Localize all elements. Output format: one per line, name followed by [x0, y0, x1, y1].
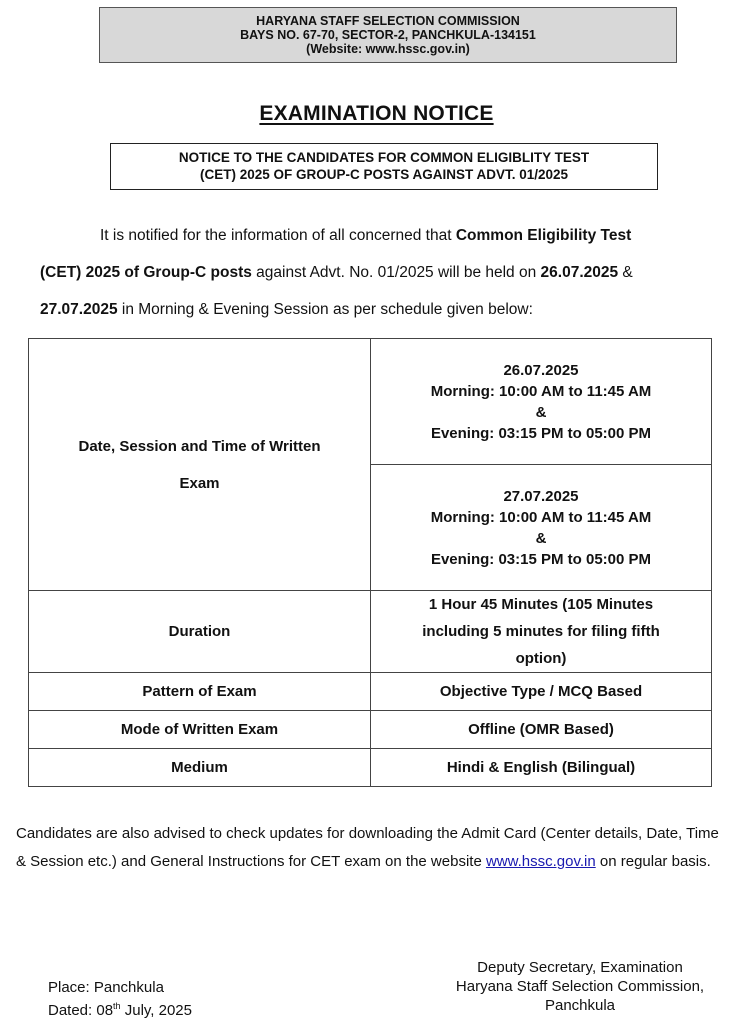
notice-subject-line-1: NOTICE TO THE CANDIDATES FOR COMMON ELIGIBLITY TEST: [178, 150, 590, 165]
commission-header: [99, 7, 677, 63]
intro-line-1: [100, 227, 730, 245]
duration-value-2: including 5 minutes for filing fifth: [422, 623, 660, 640]
commission-address: BAYS NO. 67-70, SECTOR-2, PANCHKULA-134151: [240, 28, 536, 42]
duration-value-1: 1 Hour 45 Minutes (105 Minutes: [428, 596, 654, 613]
notice-subject-box: [110, 143, 658, 190]
exam-schedule-table: [28, 338, 712, 787]
medium-value: Hindi & English (Bilingual): [371, 749, 712, 787]
intro-line-3: [40, 301, 680, 319]
medium-label: Medium: [29, 749, 371, 787]
intro-bold-text: (CET) 2025 of Group-C posts: [40, 264, 252, 281]
duration-value-cell: [371, 591, 712, 673]
day1-cell: [371, 339, 712, 465]
table-row: [29, 591, 712, 673]
signatory-organisation: Haryana Staff Selection Commission,: [455, 978, 705, 995]
table-row: [29, 673, 712, 711]
intro-line-2: [40, 264, 680, 282]
commission-name: HARYANA STAFF SELECTION COMMISSION: [256, 14, 520, 28]
place-text: Place: Panchkula: [48, 979, 164, 996]
date-session-label-cell: [29, 339, 371, 591]
dated-day: Dated: 08: [48, 1002, 114, 1019]
table-row: [29, 749, 712, 787]
day1-amp: &: [535, 403, 547, 421]
advisory-paragraph: [16, 820, 728, 875]
intro-date-1: 26.07.2025: [540, 264, 619, 281]
day2-date: 27.07.2025: [503, 487, 579, 505]
hssc-website-link[interactable]: www.hssc.gov.in: [485, 852, 596, 870]
signatory-location: Panchkula: [544, 997, 616, 1014]
intro-text: in Morning & Evening Session as per schedule given below:: [117, 301, 533, 318]
commission-website: (Website: www.hssc.gov.in): [306, 42, 470, 56]
day1-morning: Morning: 10:00 AM to 11:45 AM: [430, 382, 652, 400]
table-row: [29, 339, 712, 465]
mode-label: Mode of Written Exam: [29, 711, 371, 749]
signature-block: [440, 958, 720, 1015]
intro-date-2: 27.07.2025: [40, 301, 118, 318]
page-title: EXAMINATION NOTICE: [259, 102, 494, 125]
day1-date: 26.07.2025: [503, 361, 579, 379]
advisory-text: Candidates are also advised to check updates for downloading the Admit Card (Center details, Date, Time & Session etc.) and General Instructions for CET exam on the website: [16, 825, 719, 870]
mode-value: Offline (OMR Based): [371, 711, 712, 749]
table-row: [29, 711, 712, 749]
duration-label: Duration: [29, 591, 371, 673]
notice-subject-line-2: (CET) 2025 OF GROUP-C POSTS AGAINST ADVT. 01/2025: [199, 167, 569, 182]
duration-value-3: option): [515, 650, 567, 667]
date-session-label: Date, Session and Time of Written: [78, 437, 321, 455]
day2-cell: [371, 465, 712, 591]
dated-suffix: th: [113, 1001, 121, 1011]
intro-bold-text: Common Eligibility Test: [455, 227, 632, 244]
intro-text: &: [618, 264, 633, 281]
intro-text: against Advt. No. 01/2025 will be held on: [251, 264, 541, 281]
pattern-label: Pattern of Exam: [29, 673, 371, 711]
date-session-label-cont: Exam: [179, 474, 220, 492]
day1-evening: Evening: 03:15 PM to 05:00 PM: [430, 424, 652, 442]
signatory-title: Deputy Secretary, Examination: [477, 959, 683, 976]
pattern-value: Objective Type / MCQ Based: [371, 673, 712, 711]
day2-evening: Evening: 03:15 PM to 05:00 PM: [430, 550, 652, 568]
intro-text: It is notified for the information of all concerned that: [100, 227, 456, 244]
advisory-text-end: on regular basis.: [595, 852, 711, 870]
dated-text: [48, 997, 192, 1020]
dated-month-year: July, 2025: [120, 1002, 192, 1019]
day2-morning: Morning: 10:00 AM to 11:45 AM: [430, 508, 652, 526]
day2-amp: &: [535, 529, 547, 547]
place-date-block: [48, 978, 192, 1020]
